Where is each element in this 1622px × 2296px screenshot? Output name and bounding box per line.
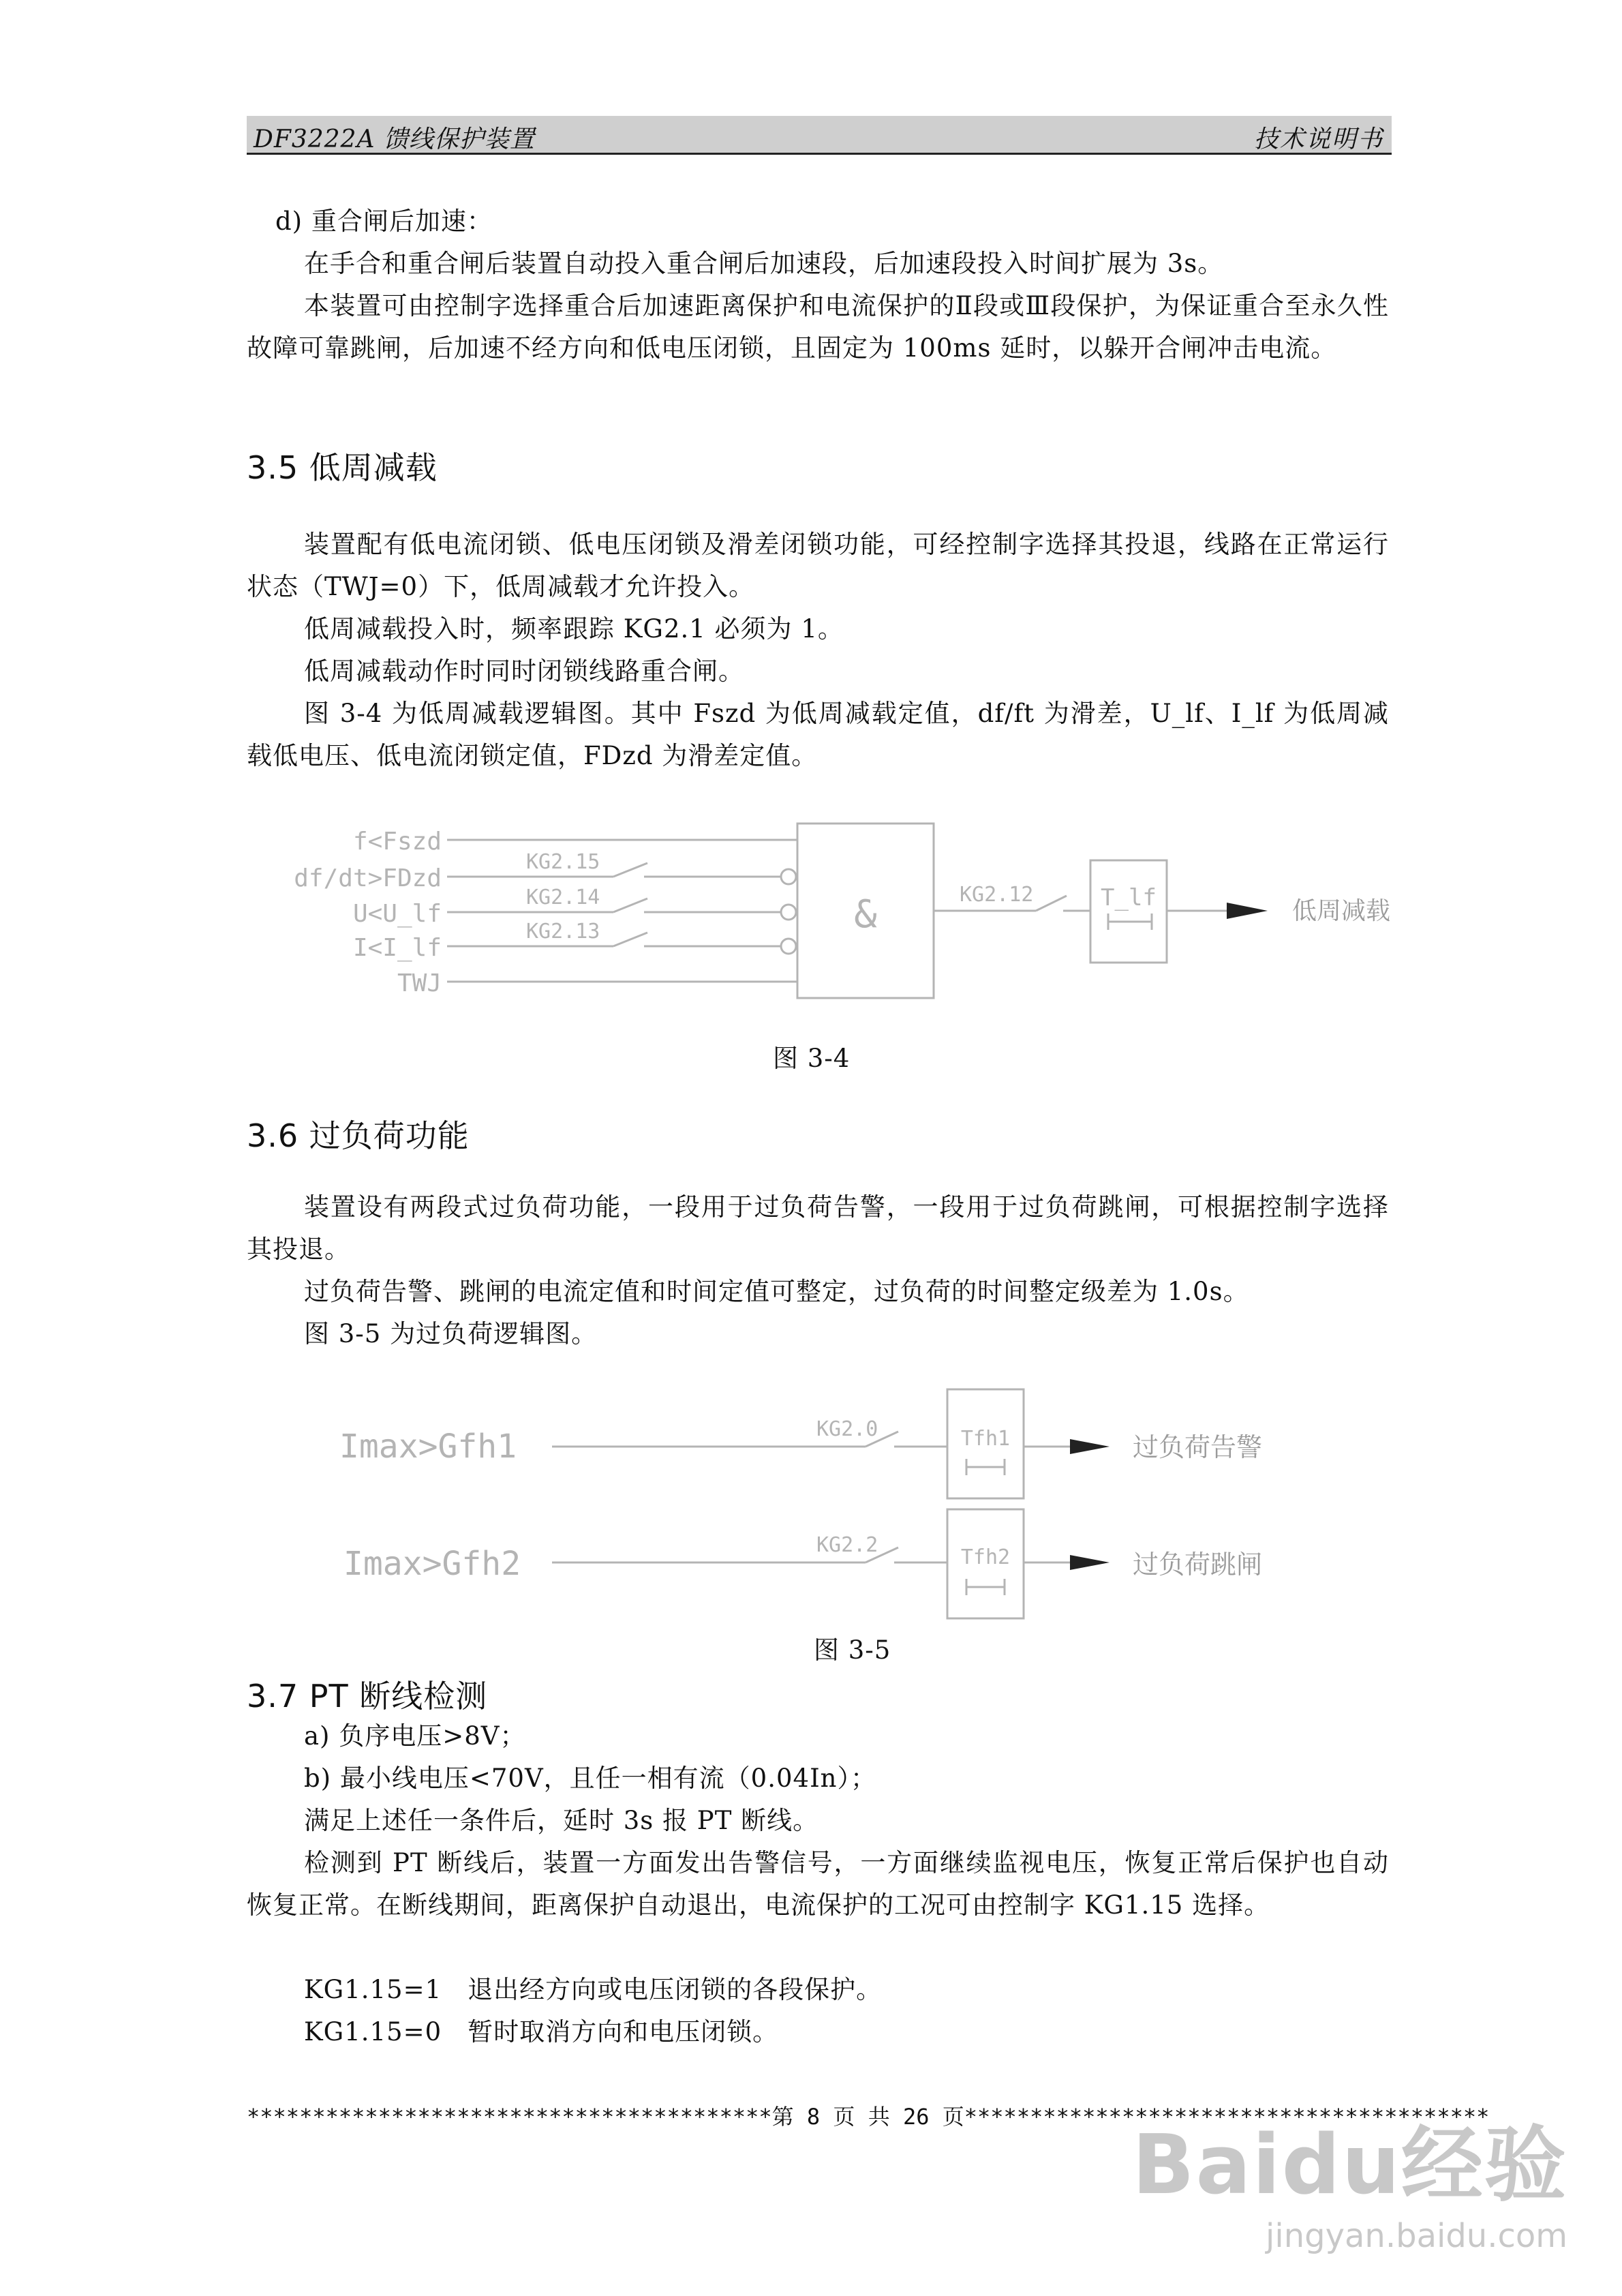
fig35-input-label: Imax>Gfh1 bbox=[339, 1428, 517, 1466]
fig34-and-gate-symbol: & bbox=[854, 892, 877, 937]
fig34-output-label: 低周减载 bbox=[1292, 897, 1391, 925]
paragraph: 低周减载投入时，频率跟踪 KG2.1 必须为 1。 bbox=[304, 614, 844, 644]
fig35-switch-label: KG2.0 bbox=[816, 1417, 878, 1441]
figure-caption: 图 3-5 bbox=[814, 1635, 891, 1665]
paragraph: 低周减载动作时同时闭锁线路重合闸。 bbox=[304, 656, 744, 686]
fig34-input-label: TWJ bbox=[397, 969, 442, 997]
fig35-timer-label: Tfh2 bbox=[960, 1545, 1011, 1569]
paragraph: 图 3-5 为过负荷逻辑图。 bbox=[304, 1319, 598, 1348]
fig34-switch-label: KG2.14 bbox=[526, 886, 600, 909]
subsection-title-d: d) 重合闸后加速： bbox=[275, 207, 493, 236]
paragraph: 装置配有低电流闭锁、低电压闭锁及滑差闭锁功能，可经控制字选择其投退，线路在正常运行状态（TWJ=0）下，低周减载才允许投入。 bbox=[247, 530, 1389, 601]
watermark-url: jingyan.baidu.com bbox=[1266, 2217, 1567, 2255]
fig34-timer-label: T_lf bbox=[1101, 884, 1157, 911]
control-word-item: KG1.15=0 暂时取消方向和电压闭锁。 bbox=[304, 2017, 779, 2046]
watermark-logo: Baidu经验 bbox=[1132, 2118, 1567, 2213]
list-item: a) 负序电压>8V； bbox=[304, 1721, 526, 1751]
paragraph: 在手合和重合闸后装置自动投入重合闸后加速段，后加速段投入时间扩展为 3s。 bbox=[304, 249, 1224, 278]
header-doc-type: 技术说明书 bbox=[1254, 125, 1384, 153]
figure-3-4-logic-diagram bbox=[273, 811, 1391, 1036]
header-doc-title: DF3222A 馈线保护装置 bbox=[254, 125, 535, 153]
fig35-input-label: Imax>Gfh2 bbox=[343, 1545, 521, 1583]
section-title-3-6: 3.6 过负荷功能 bbox=[247, 1117, 470, 1154]
baidu-watermark bbox=[1132, 2100, 1567, 2255]
fig34-input-label: df/dt>FDzd bbox=[294, 864, 442, 892]
fig34-input-label: U<U_lf bbox=[352, 900, 442, 928]
fig34-enable-switch-label: KG2.12 bbox=[960, 883, 1034, 907]
fig35-switch-label: KG2.2 bbox=[816, 1533, 878, 1557]
paragraph: 检测到 PT 断线后，装置一方面发出告警信号，一方面继续监视电压，恢复正常后保护也自动恢复正常。在断线期间，距离保护自动退出，电流保护的工况可由控制字 KG1.15 选择。 bbox=[247, 1848, 1389, 1920]
fig35-output-label: 过负荷跳闸 bbox=[1133, 1550, 1263, 1580]
fig34-switch-label: KG2.13 bbox=[526, 920, 600, 943]
paragraph: 过负荷告警、跳闸的电流定值和时间定值可整定，过负荷的时间整定级差为 1.0s。 bbox=[304, 1277, 1249, 1306]
fig34-input-label: I<I_lf bbox=[352, 934, 442, 962]
paragraph: 满足上述任一条件后，延时 3s 报 PT 断线。 bbox=[304, 1806, 819, 1835]
paragraph: 图 3-4 为低周减载逻辑图。其中 Fszd 为低周减载定值，df/ft 为滑差，U_lf、I_lf 为低周减载低电压、低电流闭锁定值，FDzd 为滑差定值。 bbox=[247, 699, 1389, 770]
paragraph: 本装置可由控制字选择重合后加速距离保护和电流保护的Ⅱ段或Ⅲ段保护，为保证重合至永久性故障可靠跳闸，后加速不经方向和低电压闭锁，且固定为 100ms 延时，以躲开合闸冲击电流。 bbox=[247, 291, 1389, 363]
figure-caption: 图 3-4 bbox=[773, 1044, 851, 1073]
fig34-input-label: f<Fszd bbox=[352, 828, 442, 856]
section-title-3-5: 3.5 低周减载 bbox=[247, 449, 438, 486]
paragraph: 装置设有两段式过负荷功能，一段用于过负荷告警，一段用于过负荷跳闸，可根据控制字选择其投退。 bbox=[247, 1192, 1389, 1264]
section-title-3-7: 3.7 PT 断线检测 bbox=[247, 1678, 488, 1715]
fig35-output-label: 过负荷告警 bbox=[1133, 1432, 1263, 1462]
figure-3-5-logic-diagram bbox=[327, 1377, 1336, 1622]
list-item: b) 最小线电压<70V，且任一相有流（0.04In）； bbox=[304, 1764, 877, 1793]
fig34-switch-label: KG2.15 bbox=[526, 850, 600, 874]
control-word-item: KG1.15=1 退出经方向或电压闭锁的各段保护。 bbox=[304, 1975, 883, 2004]
page-footer: ****************************************第 8 页 共 26 页**************************************** bbox=[247, 2104, 1490, 2130]
fig35-timer-label: Tfh1 bbox=[960, 1427, 1011, 1451]
